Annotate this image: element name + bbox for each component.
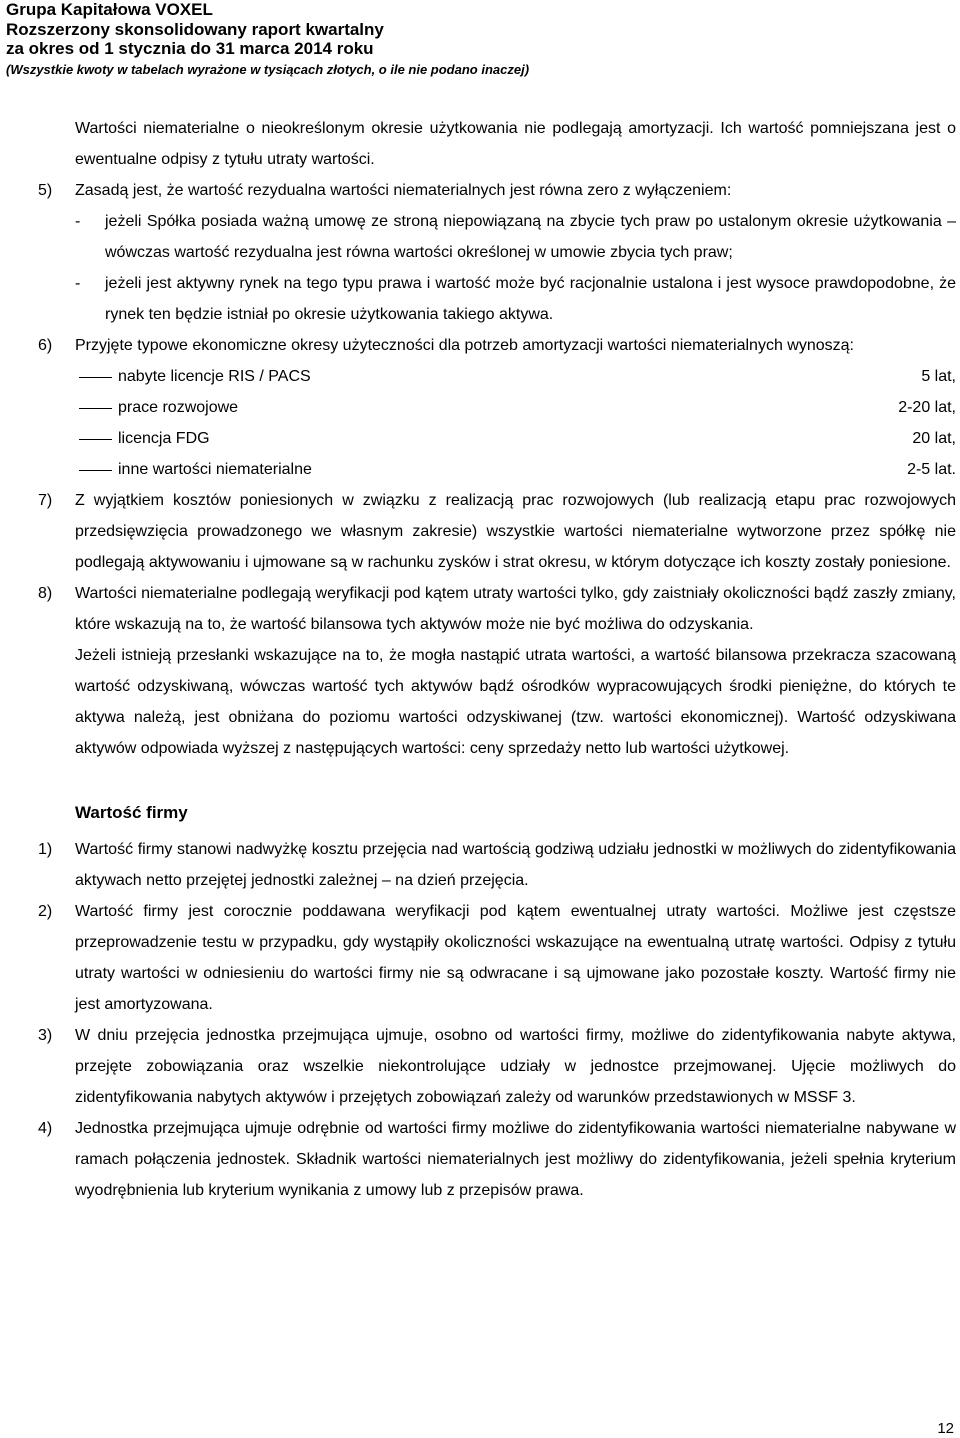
- period-row: [75, 423, 956, 454]
- intro-paragraph: Wartości niematerialne o nieokreślonym okresie użytkowania nie podlegają amortyzacji. Ich wartość pomniejszana jest o ewentualne odpisy z tytułu utraty wartości.: [75, 120, 956, 168]
- period-value: 2-20 lat,: [898, 399, 956, 416]
- list-item-5: [38, 175, 956, 206]
- item-text: Wartość firmy jest corocznie poddawana weryfikacji pod kątem ewentualnej utraty wartości. Możliwe jest częstsze przeprowadzenie testu w przypadku, gdy wystąpiły okoliczności wskazujące na ewentualną utratę wartości. Odpisy z tytułu utraty wartości w odniesieniu do wartości firmy nie są odwracane i są ujmowane jako pozostałe koszty. Wartość firmy nie jest amortyzowana.: [75, 903, 956, 1013]
- item-text: Wartość firmy stanowi nadwyżkę kosztu przejęcia nad wartością godziwą udziału jednostki w możliwych do zidentyfikowania aktywach netto przejętej jednostki zależnej – na dzień przejęcia.: [75, 841, 956, 889]
- goodwill-item-2: [38, 896, 956, 1020]
- sub-item-text: jeżeli jest aktywny rynek na tego typu prawa i wartość może być racjonalnie ustalona i jest wysoce prawdopodobne, że rynek ten będzie istniał po okresie użytkowania takiego aktywa.: [105, 275, 956, 323]
- section-heading: Wartość firmy: [75, 803, 188, 822]
- item-8-paragraph-2: Jeżeli istnieją przesłanki wskazujące na to, że mogła nastąpić utrata wartości, a wartość bilansowa przekracza szacowaną wartość odzyskiwaną, wówczas wartość tych aktywów bądź ośrodków wypracowujących środki pieniężne, do których te aktywa należą, jest obniżana do poziomu wartości odzyskiwanej (tzw. wartości ekonomicznej). Wartość odzyskiwana aktywów odpowiada wyższej z następujących wartości: ceny sprzedaży netto lub wartości użytkowej.: [75, 647, 956, 757]
- sub-item-1: [75, 206, 956, 268]
- dash-marker: -: [75, 213, 81, 230]
- list-item-6: [38, 330, 956, 361]
- item-number: 7): [38, 492, 53, 509]
- period-label: prace rozwojowe: [118, 399, 239, 416]
- period-value: 20 lat,: [912, 430, 956, 447]
- period-label: inne wartości niematerialne: [118, 461, 312, 478]
- item-number: 1): [38, 841, 53, 858]
- period-row: [75, 361, 956, 392]
- list-item-8: [38, 578, 956, 640]
- sub-item-text: jeżeli Spółka posiada ważną umowę ze stroną niepowiązaną na zbycie tych praw po ustalonym okresie użytkowania – wówczas wartość rezydualna jest równa wartości określonej w umowie zbycia tych praw;: [105, 213, 956, 261]
- item-text: Zasadą jest, że wartość rezydualna wartości niematerialnych jest równa zero z wyłączeniem:: [75, 182, 732, 199]
- period-row: [75, 454, 956, 485]
- item-number: 3): [38, 1027, 53, 1044]
- period-value: 5 lat,: [921, 368, 956, 385]
- item-text: W dniu przejęcia jednostka przejmująca ujmuje, osobno od wartości firmy, możliwe do zidentyfikowania nabyte aktywa, przejęte zobowiązania oraz wszelkie niekontrolujące udziały w jednostce przejmowanej. Ujęcie możliwych do zidentyfikowania nabytych aktywów i przejętych zobowiązań zależy od warunków przedstawionych w MSSF 3.: [75, 1027, 956, 1106]
- dash-marker: -: [75, 275, 81, 292]
- item-number: 5): [38, 182, 53, 199]
- dash-marker: [75, 454, 118, 485]
- goodwill-item-4: [38, 1113, 956, 1206]
- list-item-7: [38, 485, 956, 578]
- sub-item-2: [75, 268, 956, 330]
- amounts-note: (Wszystkie kwoty w tabelach wyrażone w tysiącach złotych, o ile nie podano inaczej): [6, 61, 530, 77]
- period-value: 2-5 lat.: [907, 461, 956, 478]
- item-text: Wartości niematerialne podlegają weryfikacji pod kątem utraty wartości tylko, gdy zaistniały okoliczności bądź zaszły zmiany, które wskazują na to, że wartość bilansowa tych aktywów może nie być możliwa do odzyskania.: [75, 585, 956, 633]
- item-number: 8): [38, 585, 53, 602]
- periods-list: [75, 361, 956, 485]
- document-body: [38, 113, 956, 1206]
- period-label: nabyte licencje RIS / PACS: [118, 368, 311, 385]
- report-header: [6, 0, 529, 78]
- period-row: [75, 392, 956, 423]
- item-text: Przyjęte typowe ekonomiczne okresy użyteczności dla potrzeb amortyzacji wartości niematerialnych wynoszą:: [75, 337, 854, 354]
- item-text: Z wyjątkiem kosztów poniesionych w związku z realizacją prac rozwojowych (lub realizacją etapu prac rozwojowych przedsięwzięcia prowadzonego we własnym zakresie) wszystkie wartości niematerialne wytworzone przez spółkę nie podlegają aktywowaniu i ujmowane są w rachunku zysków i strat okresu, w którym dotyczące ich koszty zostały poniesione.: [75, 492, 956, 571]
- page-number: 12: [937, 1420, 954, 1437]
- report-title: Rozszerzony skonsolidowany raport kwartalny: [6, 19, 384, 39]
- period-label: licencja FDG: [118, 430, 210, 447]
- goodwill-item-3: [38, 1020, 956, 1113]
- dash-marker: [75, 423, 118, 454]
- dash-marker: [75, 361, 118, 392]
- report-period: za okres od 1 stycznia do 31 marca 2014 roku: [6, 39, 374, 58]
- company-name: Grupa Kapitałowa VOXEL: [6, 0, 213, 19]
- item-text: Jednostka przejmująca ujmuje odrębnie od wartości firmy możliwe do zidentyfikowania wartości niematerialne nabywane w ramach połączenia jednostek. Składnik wartości niematerialnych jest możliwy do zidentyfikowania, jeżeli spełnia kryterium wyodrębnienia lub kryterium wynikania z umowy lub z przepisów prawa.: [75, 1120, 956, 1199]
- item-number: 2): [38, 903, 53, 920]
- goodwill-item-1: [38, 834, 956, 896]
- item-number: 6): [38, 337, 53, 354]
- item-number: 4): [38, 1120, 53, 1137]
- dash-marker: [75, 392, 118, 423]
